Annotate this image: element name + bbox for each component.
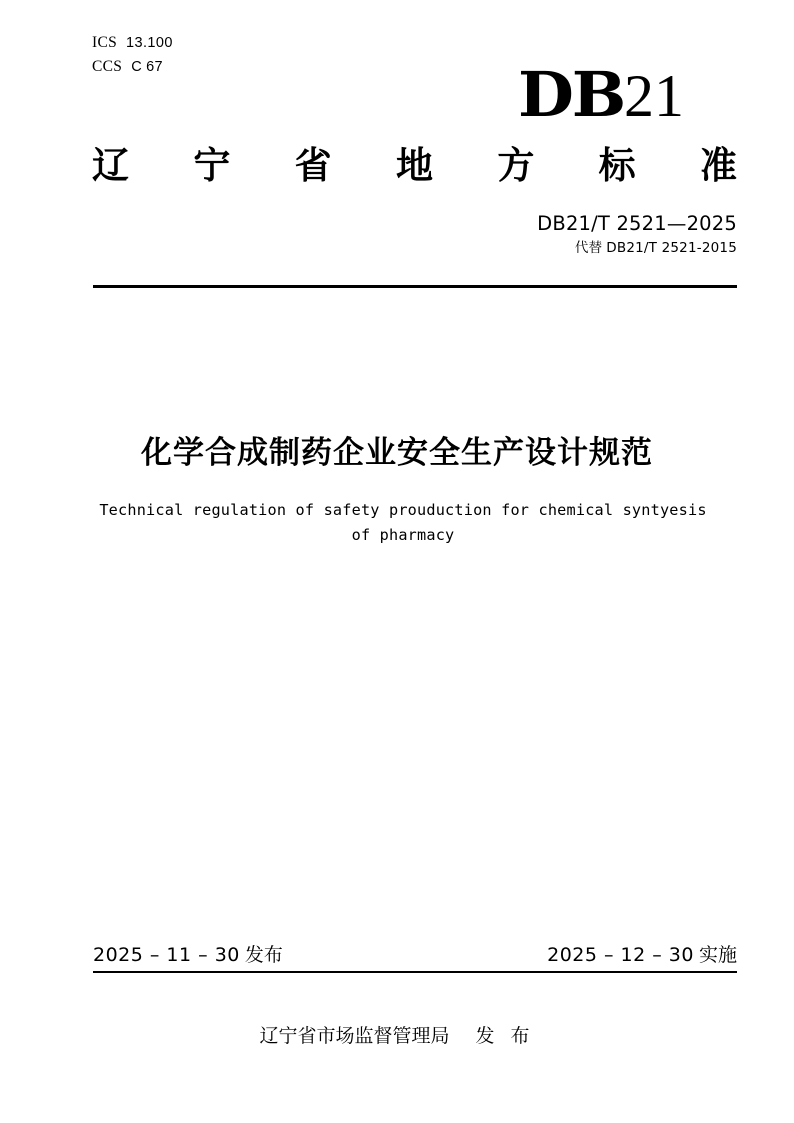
standard-mark-prefix: DB	[517, 58, 625, 131]
banner-char-4: 方	[497, 144, 535, 187]
publisher-organization: 辽宁省市场监督管理局	[259, 1025, 450, 1047]
standard-mark	[517, 58, 684, 131]
implement-date-value: 2025 – 12 – 30	[547, 944, 694, 966]
ccs-letter: C	[131, 59, 143, 75]
classification-codes	[92, 31, 173, 79]
dates-row	[93, 940, 737, 967]
standard-banner	[92, 143, 737, 189]
ics-label: ICS	[92, 34, 118, 51]
banner-char-1: 宁	[193, 144, 231, 187]
ics-value: 13.100	[126, 35, 173, 51]
publisher-action: 发 布	[475, 1025, 535, 1047]
replaces-label: 代替	[574, 240, 603, 257]
publisher-line	[0, 1021, 794, 1048]
ics-row	[92, 31, 173, 55]
standard-number-block	[537, 213, 737, 257]
header-divider	[93, 285, 737, 288]
replaces-number: DB21/T 2521-2015	[606, 240, 737, 257]
issue-date	[93, 940, 283, 967]
implement-date-label: 实施	[698, 944, 737, 966]
banner-char-0: 辽	[92, 144, 129, 187]
banner-char-3: 地	[395, 144, 433, 187]
title-english: Technical regulation of safety prouduction for chemical syntyesis of pharmacy	[99, 501, 707, 544]
ccs-value	[131, 59, 163, 75]
banner-char-5: 标	[598, 144, 636, 187]
issue-date-label: 发布	[244, 944, 283, 966]
ccs-label: CCS	[92, 58, 123, 75]
ccs-row	[92, 55, 173, 79]
banner-char-2: 省	[294, 144, 332, 187]
replaces-line	[537, 241, 737, 257]
ccs-number: 67	[146, 59, 164, 75]
title-chinese: 化学合成制药企业安全生产设计规范	[141, 435, 653, 471]
implement-date	[547, 940, 737, 967]
banner-char-6: 准	[699, 144, 737, 187]
standard-number: DB21/T 2521—2025	[537, 212, 737, 235]
issue-date-value: 2025 – 11 – 30	[93, 944, 240, 966]
standard-mark-code: 21	[624, 63, 684, 129]
footer-divider	[93, 971, 737, 973]
